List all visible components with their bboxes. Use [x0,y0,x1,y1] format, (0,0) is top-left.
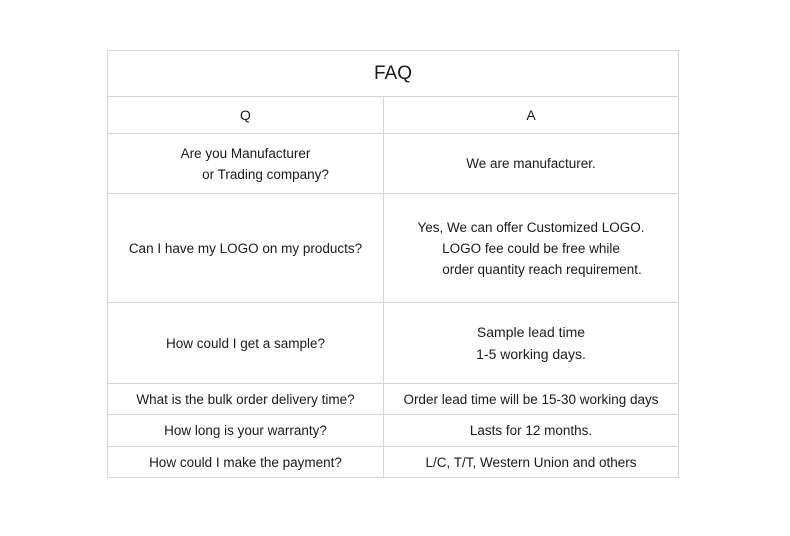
faq-row-payment [108,447,679,478]
faq-row-warranty [108,415,679,447]
faq-row-delivery [108,384,679,415]
answer-line: 1-5 working days. [476,346,586,362]
question-cell [108,384,384,415]
question-cell [108,303,384,384]
question-cell [108,134,384,194]
answer-cell [384,384,679,415]
answer-line: Lasts for 12 months. [469,423,593,438]
answer-line: Sample lead time [476,324,586,340]
faq-title: FAQ [108,51,679,97]
answer-line: order quantity reach requirement. [442,261,642,277]
answer-cell [384,415,679,447]
answer-line: Yes, We can offer Customized LOGO. [417,219,645,235]
question-cell [108,447,384,478]
question-cell [108,194,384,303]
answer-line: We are manufacturer. [466,156,596,171]
answer-line: LOGO fee could be free while [442,240,620,256]
question-line: What is the bulk order delivery time? [136,391,355,407]
question-line: How long is your warranty? [164,423,327,438]
question-column-header: Q [108,97,384,134]
answer-cell [384,194,679,303]
faq-row-manufacturer [108,134,679,194]
answer-column-header: A [384,97,679,134]
faq-row-logo [108,194,679,303]
question-line: Are you Manufacturer [180,145,311,161]
question-line: or Trading company? [202,166,329,182]
faq-row-sample [108,303,679,384]
faq-header-row [108,97,679,134]
answer-cell [384,303,679,384]
question-line: How could I make the payment? [149,454,342,470]
answer-line: L/C, T/T, Western Union and others [425,454,637,470]
answer-cell [384,447,679,478]
answer-line: Order lead time will be 15-30 working days [403,391,659,407]
faq-table [107,50,679,478]
question-line: How could I get a sample? [165,335,326,351]
question-line: Can I have my LOGO on my products? [128,240,363,256]
faq-title-row [108,51,679,97]
question-cell [108,415,384,447]
answer-cell [384,134,679,194]
